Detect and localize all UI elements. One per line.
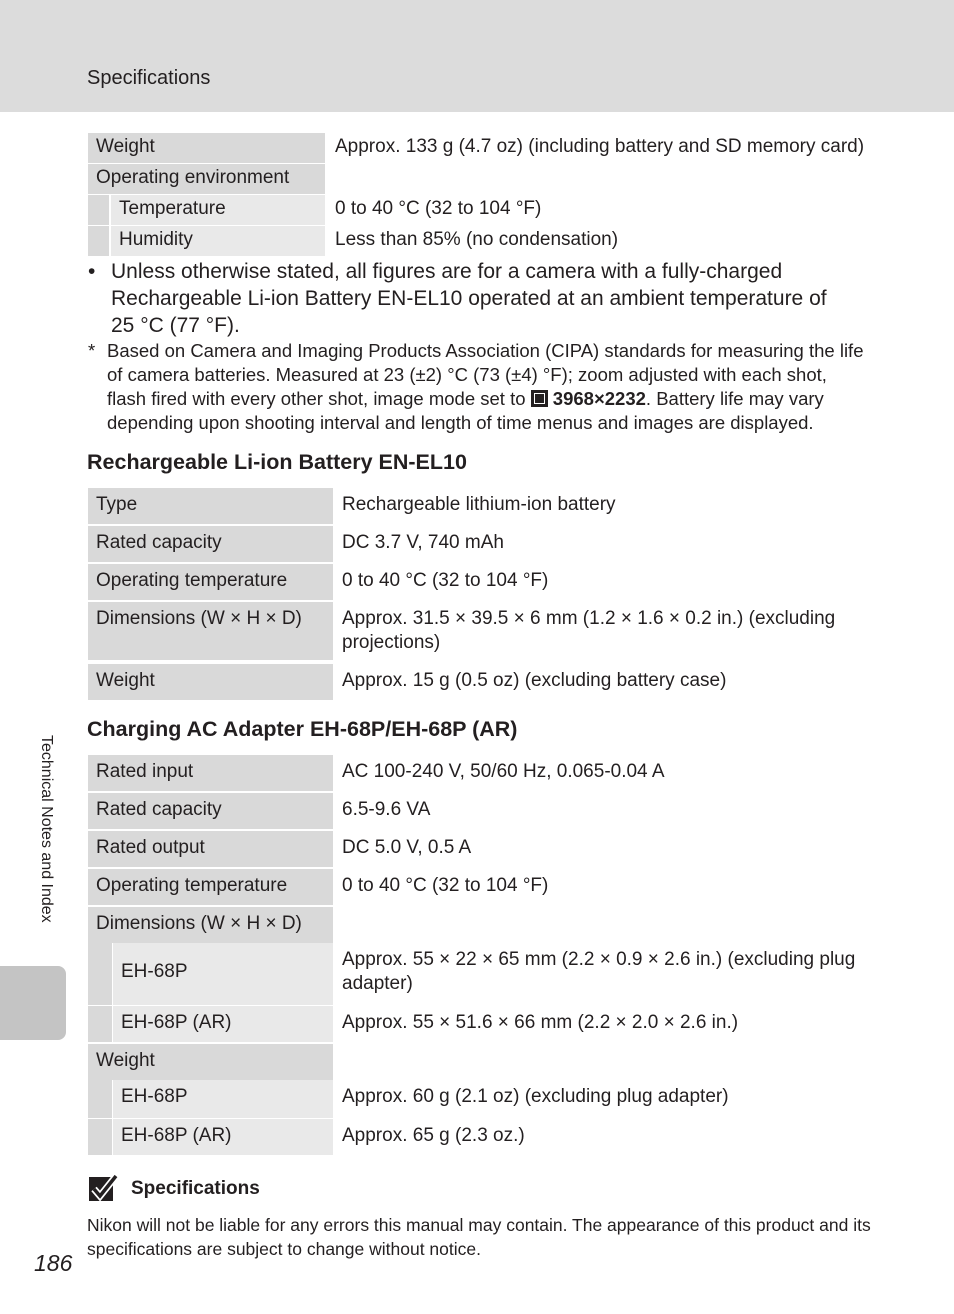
table-label: Weight [88, 133, 325, 163]
table-label: Rated capacity [88, 526, 333, 562]
table-value: DC 5.0 V, 0.5 A [342, 837, 472, 858]
camera-table-row [88, 226, 867, 256]
table-indent [88, 195, 109, 225]
footnote-marker: * [88, 340, 96, 361]
table-sublabel: Humidity [111, 226, 325, 256]
table-value: 0 to 40 °C (32 to 104 °F) [342, 570, 549, 591]
table-label: Dimensions (W × H × D) [88, 602, 333, 660]
table-label: Rated output [88, 831, 333, 867]
side-tab-marker [0, 966, 66, 1040]
table-label: Operating temperature [88, 869, 333, 905]
table-indent [88, 1119, 112, 1155]
image-mode-icon [531, 390, 548, 407]
table-value: Less than 85% (no condensation) [335, 229, 619, 250]
adapter-table-row [88, 869, 867, 905]
table-label: Operating environment [88, 164, 325, 194]
camera-table-row [88, 195, 867, 225]
table-label: Type [88, 488, 333, 524]
side-tab-label: Technical Notes and Index [38, 735, 55, 923]
table-indent [88, 943, 112, 1005]
table-label: Weight [88, 664, 333, 700]
battery-table-row [88, 664, 867, 700]
table-value: Approx. 60 g (2.1 oz) (excluding plug adapter) [342, 1086, 729, 1107]
battery-table-row [88, 564, 867, 600]
table-label: Dimensions (W × H × D) [88, 907, 333, 943]
specifications-heading: Specifications [131, 1178, 260, 1199]
bullet-text: Unless otherwise stated, all figures are for a camera with a fully-charged Rechargeable Li-ion Battery EN-EL10 operated at an ambient temperature of 25 °C (77 °F). [111, 260, 827, 337]
table-sublabel: EH-68P (AR) [113, 1006, 333, 1042]
table-sublabel: Temperature [111, 195, 325, 225]
table-sublabel: EH-68P [113, 943, 333, 1005]
checkmark-icon [88, 1174, 118, 1204]
adapter-table-row [88, 1119, 867, 1155]
adapter-table-row [88, 907, 867, 943]
table-value: Approx. 133 g (4.7 oz) (including battery and SD memory card) [335, 136, 865, 157]
table-label: Weight [88, 1044, 333, 1080]
camera-table-row [88, 164, 867, 194]
table-value: 0 to 40 °C (32 to 104 °F) [335, 198, 542, 219]
adapter-table-row [88, 831, 867, 867]
table-value: Approx. 31.5 × 39.5 × 6 mm (1.2 × 1.6 × 0.2 in.) (excluding projections) [342, 608, 836, 653]
table-label: Rated capacity [88, 793, 333, 829]
footnote-text [107, 339, 867, 435]
table-indent [88, 226, 109, 256]
disclaimer-text: Nikon will not be liable for any errors this manual may contain. The appearance of this product and its specifications are subject to change without notice. [87, 1215, 871, 1259]
table-indent [88, 1080, 112, 1118]
table-label: Operating temperature [88, 564, 333, 600]
adapter-table-row [88, 1044, 867, 1080]
adapter-table-row [88, 1080, 867, 1118]
table-value: 6.5-9.6 VA [342, 799, 431, 820]
image-mode-value: 3968×2232 [552, 388, 646, 409]
header-band [0, 0, 954, 112]
table-value: 0 to 40 °C (32 to 104 °F) [342, 875, 549, 896]
adapter-table-row [88, 1006, 867, 1042]
table-label: Rated input [88, 755, 333, 791]
adapter-heading: Charging AC Adapter EH-68P/EH-68P (AR) [87, 717, 518, 741]
adapter-table-row [88, 793, 867, 829]
table-value: Approx. 65 g (2.3 oz.) [342, 1125, 525, 1146]
table-value: AC 100-240 V, 50/60 Hz, 0.065-0.04 A [342, 761, 665, 782]
battery-table-row [88, 488, 867, 524]
adapter-table-row [88, 755, 867, 791]
table-value: Rechargeable lithium-ion battery [342, 494, 616, 515]
table-sublabel: EH-68P (AR) [113, 1119, 333, 1155]
table-indent [88, 1006, 112, 1042]
table-value: Approx. 15 g (0.5 oz) (excluding battery case) [342, 670, 727, 691]
table-value: DC 3.7 V, 740 mAh [342, 532, 504, 553]
bullet-marker: • [88, 260, 96, 283]
battery-heading: Rechargeable Li-ion Battery EN-EL10 [87, 450, 467, 474]
table-value: Approx. 55 × 51.6 × 66 mm (2.2 × 2.0 × 2.6 in.) [342, 1012, 739, 1033]
table-sublabel: EH-68P [113, 1080, 333, 1118]
page-header-title: Specifications [87, 67, 211, 89]
adapter-table-row [88, 943, 867, 1005]
battery-table-row [88, 602, 867, 660]
footnote-part2: . Battery life may vary depending upon shooting interval and length of time menus and images are displayed. [107, 388, 824, 433]
battery-table-row [88, 526, 867, 562]
camera-table-row [88, 133, 867, 163]
page-number: 186 [34, 1250, 73, 1276]
footnote-part1: Based on Camera and Imaging Products Association (CIPA) standards for measuring the life of camera batteries. Measured at 23 (±2) °C (73 (±4) °F); zoom adjusted with each shot, flash fired with every other shot, image mode set to [107, 340, 864, 409]
table-value: Approx. 55 × 22 × 65 mm (2.2 × 0.9 × 2.6 in.) (excluding plug adapter) [342, 949, 856, 994]
